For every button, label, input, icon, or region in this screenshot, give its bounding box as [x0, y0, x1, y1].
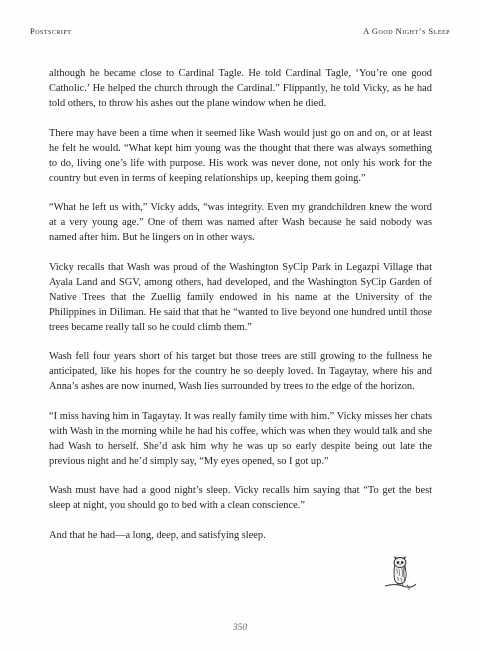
- body-text: [49, 66, 432, 557]
- paragraph: Wash must have had a good night’s sleep. Vicky recalls him saying that “To get the best sleep at night, you should go to bed with a clean conscience.”: [49, 485, 432, 511]
- paragraph: “I miss having him in Tagaytay. It was really family time with him.” Vicky misses her chats with Wash in the morning while he had his coffee, which was when they would talk and she had Wash to herself. She’d ask him why he was up so early despite being out late the previous night and he’d simply say, “My eyes opened, so I got up.”: [49, 410, 432, 467]
- running-head: [30, 26, 450, 40]
- running-head-right: A Good Night’s Sleep: [363, 26, 450, 36]
- page-number: 350: [232, 623, 248, 633]
- paragraph: Vicky recalls that Wash was proud of the Washington SyCip Park in Legazpi Village that Ayala Land and SGV, among others, had developed, and the Washington SyCip Garden of Native Trees that the Zuellig family endowed in his name at the University of the Philippines in Diliman. He said that that he “wanted to live beyond one hundred until those trees became really tall so he could climb them.”: [49, 261, 432, 333]
- owl-icon: [383, 553, 417, 591]
- paragraph: “What he left us with,” Vicky adds, “was integrity. Even my grandchildren knew the word at a very young age.” One of them was named after Wash because he said nobody was named after him. But he lingers on in other ways.: [49, 202, 432, 243]
- paragraph: There may have been a time when it seemed like Wash would just go on and on, or at least he felt he would. “What kept him young was the thought that there was always something to do, living one’s life with purpose. His work was never done, not only his work for the country but even in terms of keeping relationships up, keeping them going.”: [49, 127, 432, 184]
- running-head-left: Postscript: [30, 26, 72, 36]
- paragraph: although he became close to Cardinal Tagle. He told Cardinal Tagle, ‘You’re one good Catholic.’ He helped the church through the Cardinal.” Flippantly, he told Vicky, as he had told others, to throw his ashes out the plane window when he died.: [49, 68, 432, 109]
- paragraph: Wash fell four years short of his target but those trees are still growing to the fullness he anticipated, like his hopes for the country he so deeply loved. In Tagaytay, where his and Anna’s ashes are now inurned, Wash lies surrounded by trees to the edge of the horizon.: [49, 351, 432, 392]
- paragraph: And that he had—a long, deep, and satisfying sleep.: [49, 529, 266, 541]
